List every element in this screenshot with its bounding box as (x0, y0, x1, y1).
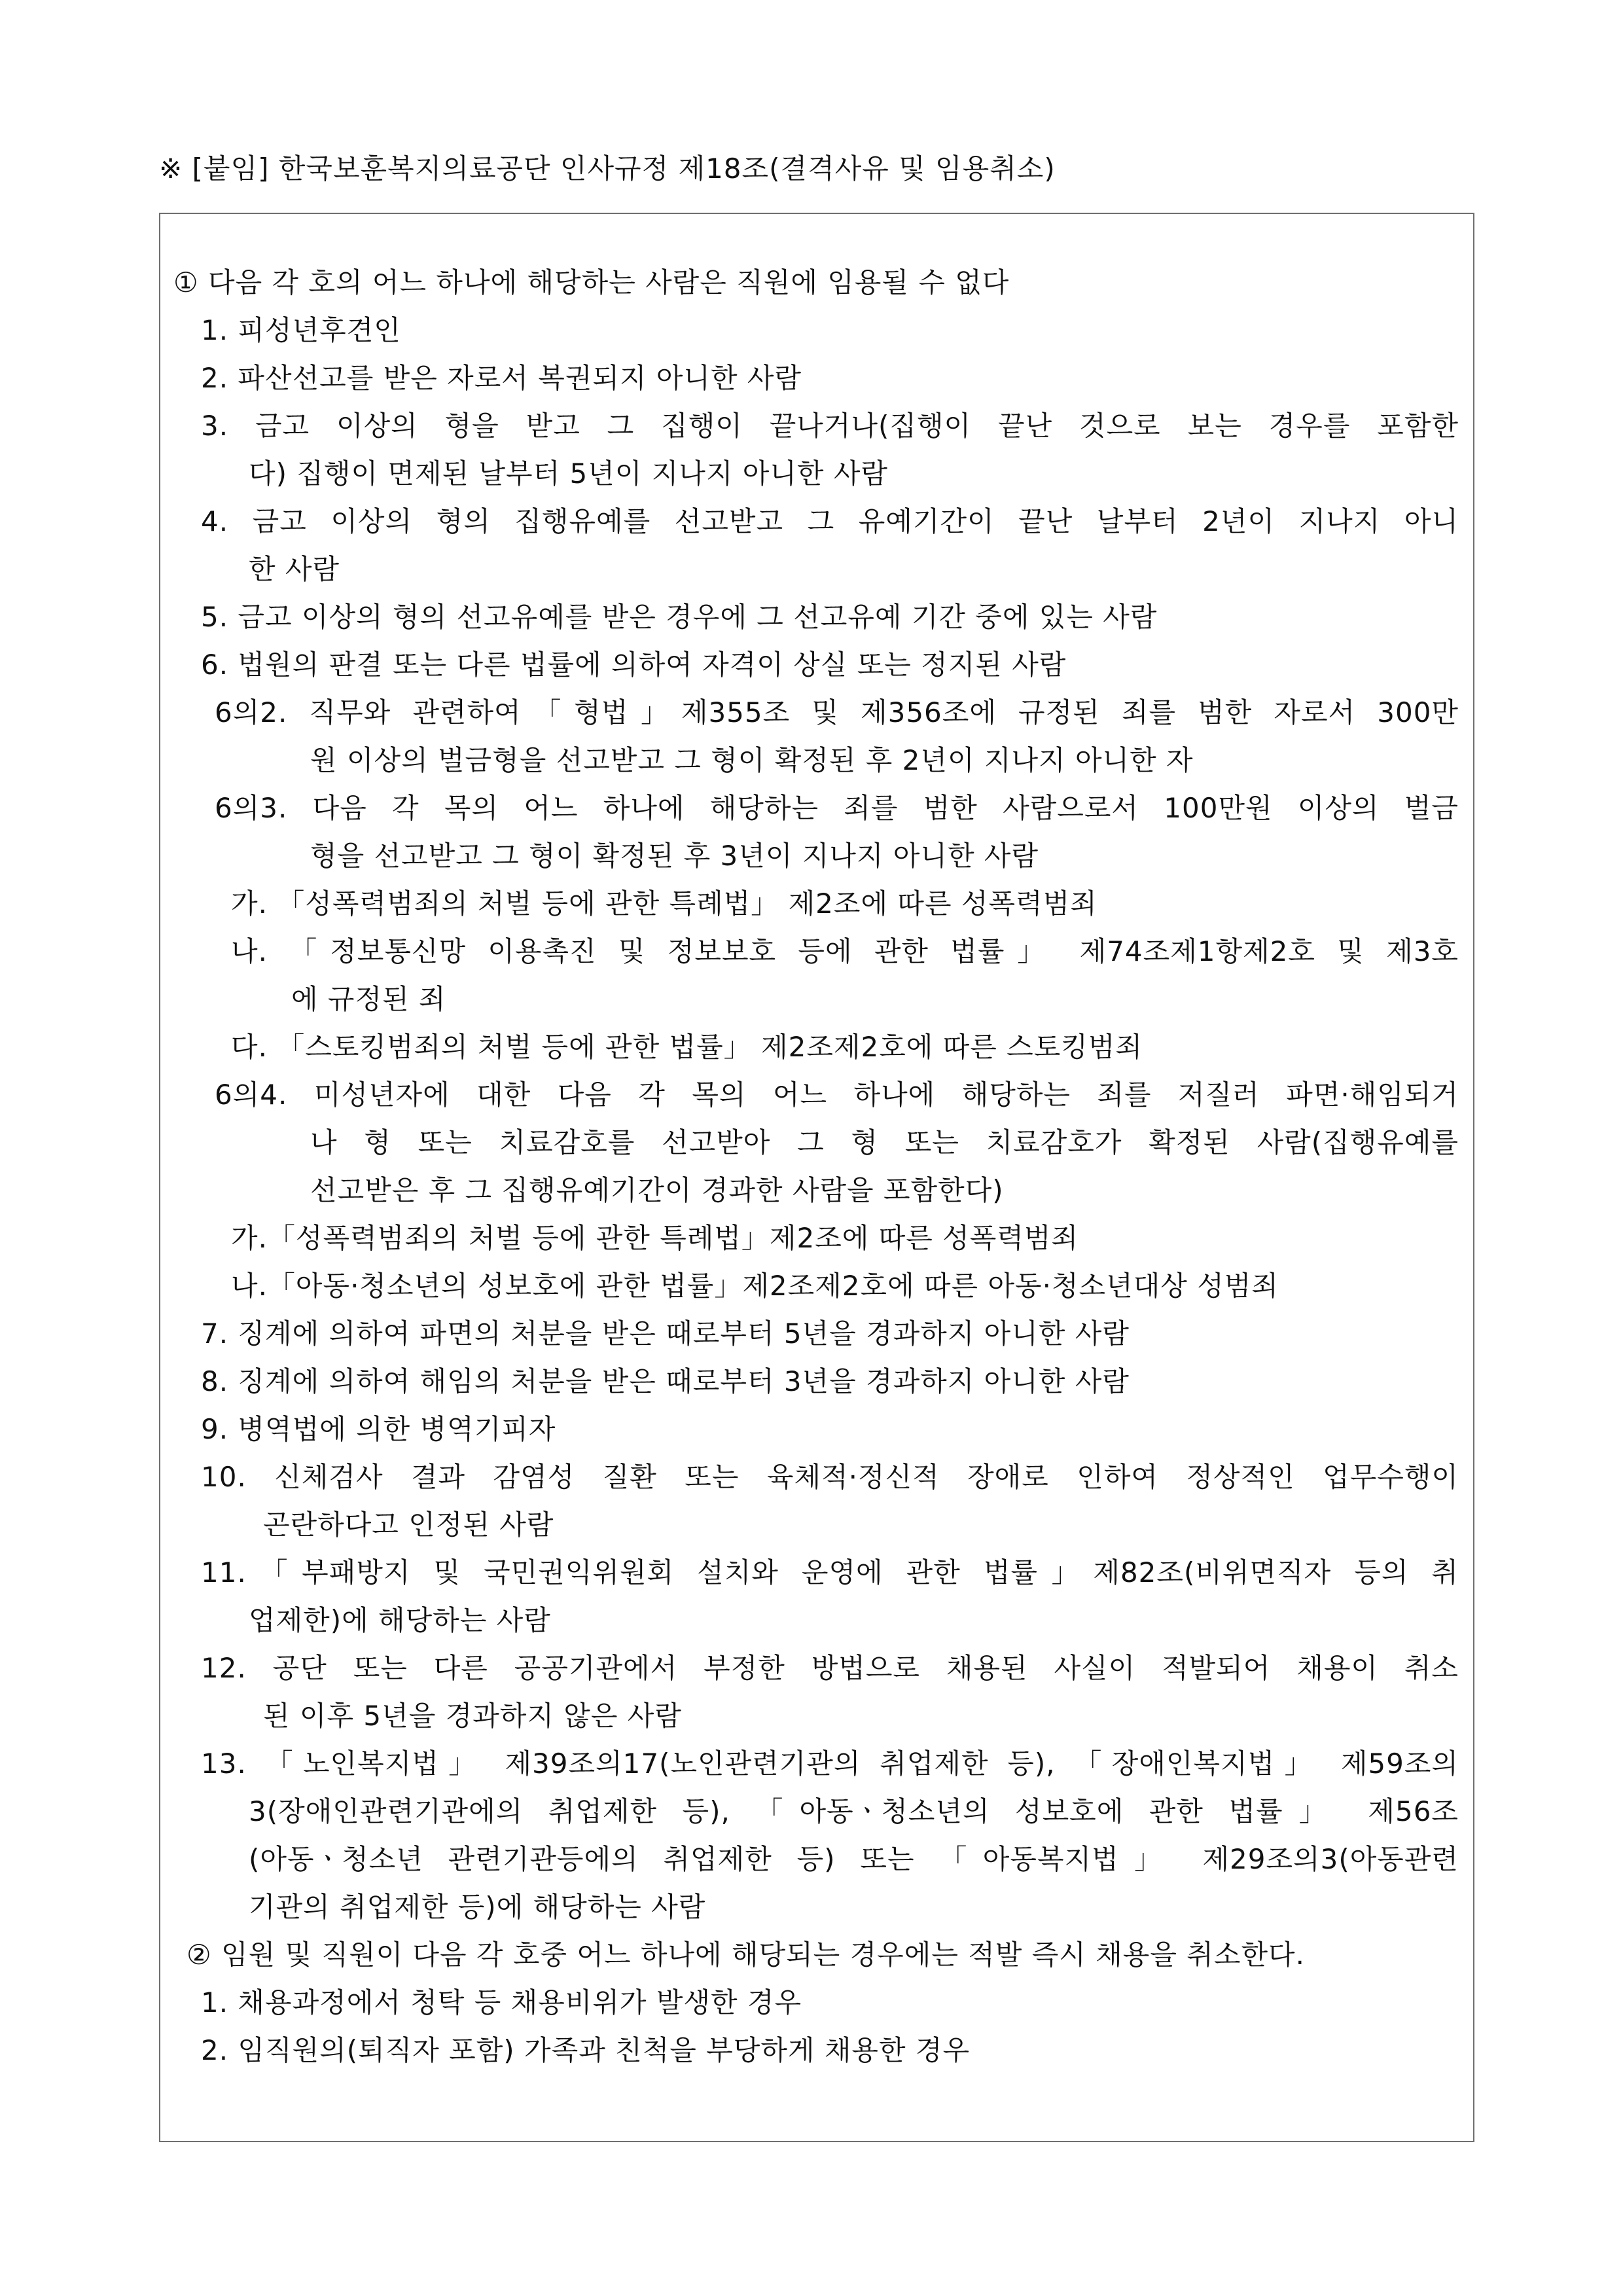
paragraph-2-item-1: 1. 채용과정에서 청탁 등 채용비위가 발생한 경우 (201, 1986, 802, 2018)
paragraph-2-item-2: 2. 임직원의(퇴직자 포함) 가족과 친척을 부당하게 채용한 경우 (201, 2034, 971, 2066)
item-8: 8. 징계에 의하여 해임의 처분을 받은 때로부터 3년을 경과하지 아니한 사람 (201, 1365, 1130, 1397)
item-3-line-2: 다) 집행이 면제된 날부터 5년이 지나지 아니한 사람 (249, 457, 889, 490)
item-2: 2. 파산선고를 받은 자로서 복권되지 아니한 사람 (201, 362, 802, 394)
item-7: 7. 징계에 의하여 파면의 처분을 받은 때로부터 5년을 경과하지 아니한 사람 (201, 1318, 1130, 1350)
item-3-line-1: 3. 금고 이상의 형을 받고 그 집행이 끝나거나(집행이 끝난 것으로 보는 경우를 포함한 (201, 410, 1459, 442)
item-9: 9. 병역법에 의한 병역기피자 (201, 1413, 556, 1445)
item-4-line-2: 한 사람 (249, 553, 340, 585)
document-heading: ※ [붙임] 한국보훈복지의료공단 인사규정 제18조(결격사유 및 임용취소) (159, 152, 1056, 185)
item-10-line-1: 10. 신체검사 결과 감염성 질환 또는 육체적·정신적 장애로 인하여 정상적인 업무수행이 (201, 1461, 1459, 1493)
item-12-line-1: 12. 공단 또는 다른 공공기관에서 부정한 방법으로 채용된 사실이 적발되어 채용이 취소 (201, 1652, 1459, 1684)
item-11-line-2: 업제한)에 해당하는 사람 (249, 1604, 551, 1636)
item-6-3-sub-ga: 가. 「성폭력범죄의 처벌 등에 관한 특례법」 제2조에 따른 성폭력범죄 (231, 888, 1097, 920)
item-13-line-1: 13. 「노인복지법」 제39조의17(노인관련기관의 취업제한 등), 「장애인복지법」 제59조의 (201, 1748, 1459, 1780)
item-13-line-2: 3(장애인관련기관에의 취업제한 등), 「아동ㆍ청소년의 성보호에 관한 법률」 제56조 (249, 1795, 1459, 1827)
item-6-4-sub-na: 나.「아동·청소년의 성보호에 관한 법률」제2조제2호에 따른 아동·청소년대상 성범죄 (231, 1270, 1279, 1302)
item-5: 5. 금고 이상의 형의 선고유예를 받은 경우에 그 선고유예 기간 중에 있는 사람 (201, 601, 1158, 633)
item-13-line-3: (아동ㆍ청소년 관련기관등에의 취업제한 등) 또는 「아동복지법」 제29조의3(아동관련 (249, 1843, 1459, 1875)
paragraph-2-intro: ② 임원 및 직원이 다음 각 호중 어느 하나에 해당되는 경우에는 적발 즉시 채용을 취소한다. (187, 1939, 1305, 1971)
item-6-3-line-1: 6의3. 다음 각 목의 어느 하나에 해당하는 죄를 범한 사람으로서 100만원 이상의 벌금 (215, 792, 1459, 824)
item-6: 6. 법원의 판결 또는 다른 법률에 의하여 자격이 상실 또는 정지된 사람 (201, 649, 1067, 681)
item-6-4-line-3: 선고받은 후 그 집행유예기간이 경과한 사람을 포함한다) (310, 1174, 1004, 1206)
item-4-line-1: 4. 금고 이상의 형의 집행유예를 선고받고 그 유예기간이 끝난 날부터 2년이 지나지 아니 (201, 505, 1459, 537)
paragraph-1-intro: ① 다음 각 호의 어느 하나에 해당하는 사람은 직원에 임용될 수 없다 (173, 266, 1010, 298)
item-12-line-2: 된 이후 5년을 경과하지 않은 사람 (263, 1700, 682, 1732)
item-6-3-sub-da: 다. 「스토킹범죄의 처벌 등에 관한 법률」 제2조제2호에 따른 스토킹범죄 (231, 1031, 1143, 1063)
item-6-2-line-2: 원 이상의 벌금형을 선고받고 그 형이 확정된 후 2년이 지나지 아니한 자 (310, 744, 1194, 776)
item-6-4-line-2: 나 형 또는 치료감호를 선고받아 그 형 또는 치료감호가 확정된 사람(집행유예를 (310, 1126, 1459, 1158)
item-6-3-sub-na-line-2: 에 규정된 죄 (291, 983, 446, 1015)
item-13-line-4: 기관의 취업제한 등)에 해당하는 사람 (249, 1891, 706, 1923)
item-1: 1. 피성년후견인 (201, 314, 401, 346)
item-11-line-1: 11.「부패방지 및 국민권익위원회 설치와 운영에 관한 법률」제82조(비위면직자 등의 취 (201, 1556, 1459, 1588)
item-6-4-sub-ga: 가.「성폭력범죄의 처벌 등에 관한 특례법」제2조에 따른 성폭력범죄 (231, 1222, 1079, 1254)
item-6-4-line-1: 6의4. 미성년자에 대한 다음 각 목의 어느 하나에 해당하는 죄를 저질러 파면·해임되거 (215, 1079, 1459, 1111)
item-10-line-2: 곤란하다고 인정된 사람 (263, 1509, 554, 1541)
item-6-3-line-2: 형을 선고받고 그 형이 확정된 후 3년이 지나지 아니한 사람 (310, 840, 1039, 872)
item-6-3-sub-na-line-1: 나. 「정보통신망 이용촉진 및 정보보호 등에 관한 법률」 제74조제1항제2호 및 제3호 (231, 935, 1459, 967)
item-6-2-line-1: 6의2. 직무와 관련하여「형법」제355조 및 제356조에 규정된 죄를 범한 자로서 300만 (215, 696, 1459, 728)
